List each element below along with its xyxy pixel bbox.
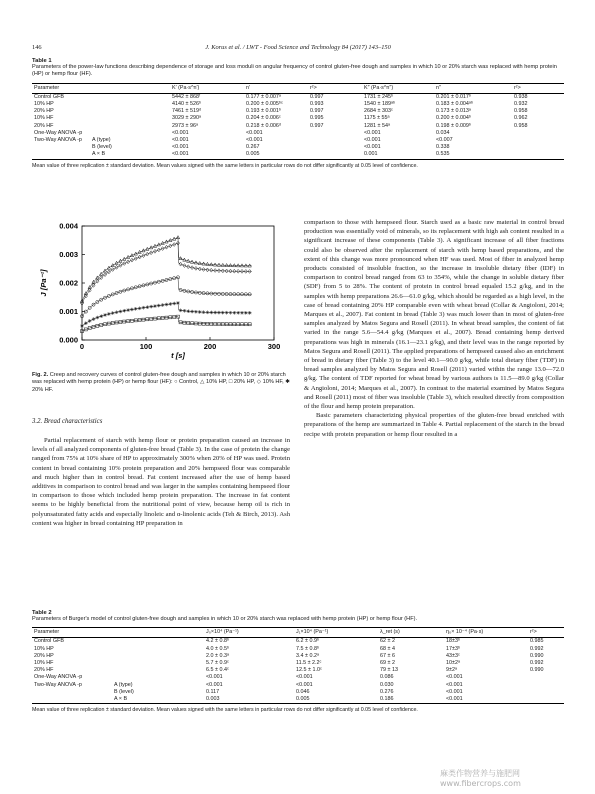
data-point	[145, 305, 149, 309]
data-point	[206, 311, 210, 315]
series-20-hp	[81, 315, 252, 332]
table2-cell: 0.003	[204, 696, 294, 704]
table1-cell: 10% HF	[34, 115, 54, 122]
table2-cell: <0.001	[444, 696, 528, 704]
table2-cell: 43±3ᶜ	[446, 652, 460, 659]
series-control	[80, 276, 251, 318]
data-point	[149, 305, 153, 309]
table1-cell: 5442 ± 868ᶠ	[172, 93, 201, 100]
table1-cell	[90, 123, 170, 130]
table1-cell: 0.993	[310, 101, 324, 108]
table1-cell: Control GFB	[34, 93, 64, 100]
table1-row	[32, 108, 564, 115]
table1-row	[32, 130, 564, 137]
table2-cell	[32, 689, 112, 696]
table1-cell: 0.938	[514, 93, 528, 100]
creep-recovery-chart	[30, 216, 292, 376]
table1-cell: 0.173 ± 0.013ᵃ	[436, 108, 471, 115]
table2-cell: 0.046	[296, 688, 310, 695]
data-point	[103, 313, 107, 317]
table1-cell: 0.193 ± 0.001ᵇ	[246, 108, 281, 115]
table2-cell	[112, 653, 204, 660]
data-point	[134, 307, 138, 311]
table2-cell: 10% HF	[34, 660, 54, 667]
table2-cell: 62 ± 2	[380, 638, 395, 645]
table2-cell: 12.5 ± 1.0ᶜ	[296, 667, 322, 674]
table2-cell: 0.990	[530, 667, 544, 674]
table1-cell	[90, 130, 170, 137]
table2-cell: One-Way ANOVA -p	[34, 674, 83, 681]
y-axis-label: J [Pa⁻¹]	[39, 269, 48, 297]
table2-cell: 0.030	[380, 681, 394, 688]
table1-cell: <0.001	[172, 129, 189, 136]
table1-row	[32, 144, 564, 151]
figure2-caption	[32, 372, 290, 394]
table2-cell: 0.005	[294, 696, 378, 704]
table2-cell: 20% HP	[34, 652, 54, 659]
table1-cell: 4140 ± 526ᵇ	[172, 101, 201, 108]
data-point	[122, 309, 126, 313]
table1	[32, 83, 564, 160]
data-point	[202, 310, 206, 314]
table1-row	[32, 151, 564, 159]
table1-cell: 0.001	[362, 151, 434, 159]
table1-cell: A (type)	[92, 137, 111, 144]
data-point	[229, 311, 233, 315]
right-paragraph-1: comparison to those with hempseed flour. Starch used as a basic raw material in control bread production was essentially void of minerals, so its replacement with high ash content resulted in a significant increase of these components (Table 3). A significant increase of all fiber fractions could also be observed after the replacement of starch with hemp based preparations, and the extent of this change was more pronounced when HF was used. Most of fiber in analyzed hemp products consisted of insoluble fraction, so the increase in insoluble dietary fiber (IDF) in comparison to control bread ranged from 63 to 354%, while the change in soluble dietary fiber (SDF) from 5 to 28%. The content of protein in control bread equaled 15.2 g/kg, and in the samples with hemp preparations 26.6—61.0 g/kg, which should be regarded as a high level, in the case of bread containing 20% HP comparable even with wheat bread (Collar & Angioloni, 2014; Marques et al., 2007). Fat content in bread (Table 3) was much lower than in most of gluten-free samples analyzed by Matos Segura and Rosell (2011). In wheat bread samples, the content of fat varied in the range 5.6—54.4 g/kg (Marques et al., 2007). Bread containing hemp derived preparations was high in minerals (16.1—23.1 g/kg), and their level was in the range reported by Matos Segura and Rosell (2011). The applied preparations of hempseed caused also an enrichment of bread in dietary fiber (Table 3) to the level 40.1—90.0 g/kg, while total dietary fiber (TDF) in bread samples analyzed by Matos Segura and Rosell (2011) varied within the range 13.0—72.0 g/kg. The content of TDF reported for wheat bread by various authors is 11.5—89.0 g/kg (Collar & Angioloni, 2014; Marques et al., 2007). In contrast to the material examined by Matos Segura and Rosell (2011) most of fiber was insoluble (Table 3), which resulted directly from composition of the flour and hemp protein preparation.	[304, 219, 565, 411]
table2-cell: <0.001	[446, 674, 463, 681]
table2-cell	[528, 682, 564, 689]
data-point	[88, 319, 92, 323]
table1-label: Table 1	[32, 58, 52, 64]
table1-row	[32, 137, 564, 144]
table2-row	[32, 674, 564, 681]
table2-cell: 0.990	[530, 652, 544, 659]
table2-cell	[112, 674, 204, 681]
right-column	[304, 218, 564, 439]
right-paragraph-2: Basic parameters characterizing physical properties of the gluten-free bread enriched with preparations of the hemp are summarized in Table 4. Partial replacement of the starch in the bread recipe with protein preparation or hemp flour resulted in a	[304, 412, 564, 438]
table2-header-cell: J₁×10⁴ (Pa⁻¹)	[294, 628, 378, 638]
table1-cell: 1281 ± 54ᵃ	[364, 122, 390, 129]
table2-caption: Parameters of Burger's model of control gluten-free dough and samples in which 10 or 20% starch was replaced with hemp protein (HP) or hemp flour (HF).	[32, 616, 418, 622]
table1-cell: <0.001	[364, 129, 381, 136]
table1-note: Mean value of three replication ± standard deviation. Mean values signed with the same letters in particular rows do not differ significantly at 0.05 level of confidence.	[32, 162, 418, 169]
table1-cell	[512, 144, 564, 151]
table1-cell: 0.201 ± 0.017ᵇ	[436, 93, 471, 100]
table1-cell	[32, 151, 90, 159]
data-point	[190, 310, 194, 314]
table2-cell	[528, 689, 564, 696]
table2-cell: 9±2ᵃ	[446, 667, 457, 674]
table2-cell: 79 ± 13	[380, 667, 398, 674]
table1-cell: 0.218 ± 0.006ᵈ	[246, 122, 281, 129]
table1-cell: <0.001	[172, 144, 189, 151]
table2-cell: 67 ± 6	[380, 652, 395, 659]
table2-row	[32, 660, 564, 667]
figure2-caption-text: Creep and recovery curves of control gluten-free dough and samples in which 10 or 20% starch was replaced with hemp protein (HP) or hemp flour (HF): ○ Control, △ 10% HP, □ 20% HP, ◇ 10% HF, ✱ 20% HF.	[32, 372, 290, 393]
table1-cell: <0.001	[246, 129, 263, 136]
table2-label: Table 2	[32, 610, 52, 616]
table1-cell: 1540 ± 189ᵃᵇ	[364, 101, 395, 108]
table1-cell: B (level)	[92, 144, 112, 151]
table2-cell: 6.2 ± 0.9ᵇ	[296, 638, 319, 645]
table2-cell: 4.0 ± 0.5ᵇ	[206, 645, 229, 652]
data-point	[161, 303, 165, 307]
table2-cell: 69 ± 2	[380, 660, 395, 667]
table1-cell: 0.267	[246, 144, 260, 151]
left-paragraph: Partial replacement of starch with hemp flour or protein preparation caused an increase in levels of all analyzed components of gluten-free bread (Table 3). In the case of protein the change ranged from 75% at 10% share of HP to approximately 300% when 20% of HP was used. Protein content in bread containing 10% protein preparation and 20% hempseed flour was comparable and much higher than in control bread. Fat content increased after the use of hemp based additives in comparison to control bread and was larger in the samples containing hempseed flour in comparison to those which included hemp protein preparation. The increase in fat content seems to be highly beneficial from the nutritional point of view, because hemp oil is rich in polyunsaturated fatty acids and especially linoleic and α-linolenic acids (Teh & Birch, 2013). Ash content was higher in bread containing HP preparation in	[32, 437, 290, 527]
section-heading: 3.2. Bread characteristics	[32, 418, 103, 425]
data-point	[194, 310, 198, 314]
table1-cell	[308, 151, 362, 159]
table2-cell: 0.186	[378, 696, 444, 704]
data-point	[130, 308, 134, 312]
y-tick-label: 0.000	[59, 335, 78, 345]
table1-cell: 0.958	[514, 122, 528, 129]
table1-cell: 0.034	[436, 129, 450, 136]
y-tick-label: 0.003	[59, 250, 78, 259]
data-point	[233, 264, 236, 267]
data-point	[240, 311, 244, 315]
data-point	[165, 303, 169, 307]
table1-cell: <0.001	[170, 151, 244, 159]
data-point	[183, 309, 187, 313]
x-axis-label: t [s]	[171, 351, 185, 360]
table2-row	[32, 646, 564, 653]
table1-caption: Parameters of the power-law functions describing dependence of storage and loss moduli on angular frequency of control gluten-free dough and samples in which 10 or 20% starch was replaced with hemp protein (HP) or hemp flour (HF).	[32, 64, 557, 78]
table1-cell: 0.958	[514, 108, 528, 115]
data-point	[119, 310, 123, 314]
data-point	[172, 302, 176, 306]
y-tick-label: 0.004	[59, 221, 78, 231]
figure2-label: Fig. 2.	[32, 372, 49, 378]
page-number: 146	[32, 44, 42, 51]
table1-cell	[512, 151, 564, 159]
table2-cell	[528, 674, 564, 681]
table1-cell: 0.932	[514, 101, 528, 108]
table1-header-cell: K″ (Pa·s^n″)	[362, 83, 434, 93]
data-point	[138, 306, 142, 310]
table2-cell: <0.001	[446, 688, 463, 695]
table2-cell: 0.992	[530, 660, 544, 667]
table2-cell: A (type)	[114, 681, 133, 688]
x-tick-label: 100	[139, 342, 153, 351]
table2-cell: 7.5 ± 0.8ᵇ	[296, 645, 319, 652]
table1-cell: 2973 ± 96ᵃ	[172, 122, 198, 129]
table1-cell	[308, 130, 362, 137]
table1-cell: 7461 ± 519ᵈ	[172, 108, 201, 115]
table1-cell: 0.183 ± 0.004ᵃᵇ	[436, 101, 473, 108]
table2-cell: 0.117	[206, 688, 220, 695]
table2-row	[32, 667, 564, 674]
table2-cell: Control GFB	[34, 638, 64, 645]
table2-cell: 10% HP	[34, 645, 54, 652]
table1-row	[32, 93, 564, 101]
table1-cell: 20% HP	[34, 108, 54, 115]
y-tick-label: 0.002	[59, 278, 78, 288]
table2-cell: <0.001	[296, 674, 313, 681]
table2-cell: 68 ± 4	[380, 645, 395, 652]
table1-cell: 0.535	[434, 151, 512, 159]
table2-cell	[528, 696, 564, 704]
data-point	[213, 311, 217, 315]
table2-cell: 20% HF	[34, 667, 54, 674]
table1-header-cell: r²>	[512, 83, 564, 93]
table1-cell: 0.200 ± 0.005ᵇᶜ	[246, 101, 283, 108]
table1-cell	[90, 101, 170, 108]
table2-cell: 2.0 ± 0.3ᵃ	[206, 652, 229, 659]
data-point	[96, 316, 100, 320]
table2-cell: <0.001	[446, 681, 463, 688]
table1-block	[32, 58, 564, 169]
table2-row	[32, 682, 564, 689]
table1-cell: <0.007	[436, 137, 453, 144]
data-point	[130, 254, 133, 257]
table1-cell: <0.001	[172, 137, 189, 144]
table2-cell	[32, 696, 112, 704]
table2-row	[32, 638, 564, 646]
table1-cell: <0.001	[246, 137, 263, 144]
table1-cell: 0.200 ± 0.004ᵇ	[436, 115, 471, 122]
table1-cell: 0.997	[310, 93, 324, 100]
table1-cell: 0.204 ± 0.006ᶜ	[246, 115, 281, 122]
table2-cell: B (level)	[114, 688, 134, 695]
table2-cell: 3.4 ± 0.2ᵃ	[296, 652, 319, 659]
table1-cell: 1731 ± 245ᵇ	[364, 93, 393, 100]
table1-cell	[512, 130, 564, 137]
table2-cell: 17±3ᵇ	[446, 645, 460, 652]
table2-cell: 10±2ᵃ	[446, 660, 460, 667]
data-point	[153, 304, 157, 308]
table1-cell: 0.997	[310, 122, 324, 129]
table2-cell	[112, 667, 204, 674]
table2-block	[32, 610, 564, 713]
data-point	[236, 311, 240, 315]
table1-cell: One-Way ANOVA -p	[34, 129, 83, 136]
table1-row	[32, 115, 564, 122]
data-point	[233, 311, 237, 315]
table2-cell	[112, 646, 204, 653]
table1-header-cell: n″	[434, 83, 512, 93]
table1-cell: 3029 ± 290ᵃ	[172, 115, 201, 122]
table1-cell: 10% HP	[34, 101, 54, 108]
table2-cell	[112, 660, 204, 667]
table1-cell: 0.198 ± 0.009ᵇ	[436, 122, 471, 129]
table2-header-cell: J₀×10⁴ (Pa⁻¹)	[204, 628, 294, 638]
data-point	[217, 311, 221, 315]
left-column	[32, 436, 290, 528]
table1-cell: 0.338	[436, 144, 450, 151]
table1-header-cell: K′ (Pa·s^n′)	[170, 83, 244, 93]
data-point	[244, 264, 247, 267]
data-point	[92, 317, 96, 321]
table1-cell: <0.001	[364, 137, 381, 144]
table2-header-cell: Parameter	[32, 628, 112, 638]
table2-note: Mean value of three replication ± standard deviation. Mean values signed with the same letters in particular rows do not differ significantly at 0.05 level of confidence.	[32, 707, 418, 714]
data-point	[142, 306, 146, 310]
data-point	[107, 312, 111, 316]
table1-header-cell	[90, 83, 170, 93]
data-point	[225, 311, 229, 315]
table1-cell: 1175 ± 55ᵃ	[364, 115, 390, 122]
table2-cell: 6.5 ± 0.4ᶜ	[206, 667, 229, 674]
table2-header-cell: η₀× 10⁻⁴ (Pa·s)	[444, 628, 528, 638]
x-tick-label: 200	[203, 342, 217, 351]
table2-cell: <0.001	[206, 674, 223, 681]
table2-row	[32, 689, 564, 696]
table2-cell: 0.985	[530, 638, 544, 645]
data-point	[111, 311, 115, 315]
data-point	[80, 324, 84, 328]
table1-cell	[32, 144, 90, 151]
table2-cell: Two-Way ANOVA -p	[34, 681, 82, 688]
table1-cell: 0.177 ± 0.007ᵃ	[246, 93, 281, 100]
data-point	[126, 308, 130, 312]
table2-cell: 11.5 ± 2.2ᶜ	[296, 660, 322, 667]
table1-cell: 20% HF	[34, 122, 54, 129]
table2	[32, 627, 564, 704]
table2-cell	[112, 638, 204, 646]
table1-row	[32, 101, 564, 108]
table2-cell: <0.001	[296, 681, 313, 688]
table1-cell	[512, 137, 564, 144]
table2-row	[32, 653, 564, 660]
table1-cell: <0.001	[364, 144, 381, 151]
data-point	[209, 311, 213, 315]
data-point	[179, 309, 183, 313]
table2-cell: 18±3ᵇ	[446, 638, 460, 645]
table1-header-cell: n′	[244, 83, 308, 93]
table2-header-cell	[112, 628, 204, 638]
table2-cell: 4.2 ± 0.8ᵇ	[206, 638, 229, 645]
journal-citation: J. Korus et al. / LWT - Food Science and Technology 84 (2017) 143–150	[205, 44, 391, 51]
table1-cell	[308, 144, 362, 151]
table1-header-cell: Parameter	[32, 83, 90, 93]
table2-row	[32, 696, 564, 704]
table1-cell: 0.997	[310, 108, 324, 115]
table2-cell: 0.276	[380, 688, 394, 695]
table1-cell: 0.995	[310, 115, 324, 122]
table1-cell	[90, 93, 170, 101]
data-point	[176, 301, 180, 305]
data-point	[186, 309, 190, 313]
table1-cell: 2684 ± 303ᶜ	[364, 108, 393, 115]
table2-cell: 5.7 ± 0.9ᶜ	[206, 660, 229, 667]
figure2-chart	[30, 216, 292, 376]
table1-row	[32, 123, 564, 130]
data-point	[244, 311, 248, 315]
table1-cell: 0.005	[244, 151, 308, 159]
table1-cell: Two-Way ANOVA -p	[34, 137, 82, 144]
x-tick-label: 300	[267, 342, 281, 351]
y-tick-label: 0.001	[59, 307, 78, 316]
data-point	[115, 310, 119, 314]
table1-cell	[90, 108, 170, 115]
data-point	[99, 314, 103, 318]
table2-cell: <0.001	[206, 681, 223, 688]
data-point	[198, 310, 202, 314]
table2-cell: A × B	[112, 696, 204, 704]
series-20-hf	[80, 301, 251, 328]
table1-header-cell: r²>	[308, 83, 362, 93]
table2-header-cell: λ_ret (s)	[378, 628, 444, 638]
table1-cell	[90, 115, 170, 122]
table1-cell: 0.962	[514, 115, 528, 122]
watermark: 麻类作物营养与施肥网 www.fibercrops.com	[440, 769, 521, 788]
table2-cell: 0.992	[530, 645, 544, 652]
data-point	[169, 302, 173, 306]
data-point	[84, 321, 88, 325]
data-point	[248, 311, 252, 315]
table1-cell	[308, 137, 362, 144]
data-point	[221, 311, 225, 315]
data-point	[157, 304, 161, 308]
table2-cell: 0.086	[380, 674, 394, 681]
table2-header-cell: r²>	[528, 628, 564, 638]
x-tick-label: 0	[79, 342, 85, 351]
table1-cell: A × B	[90, 151, 170, 159]
